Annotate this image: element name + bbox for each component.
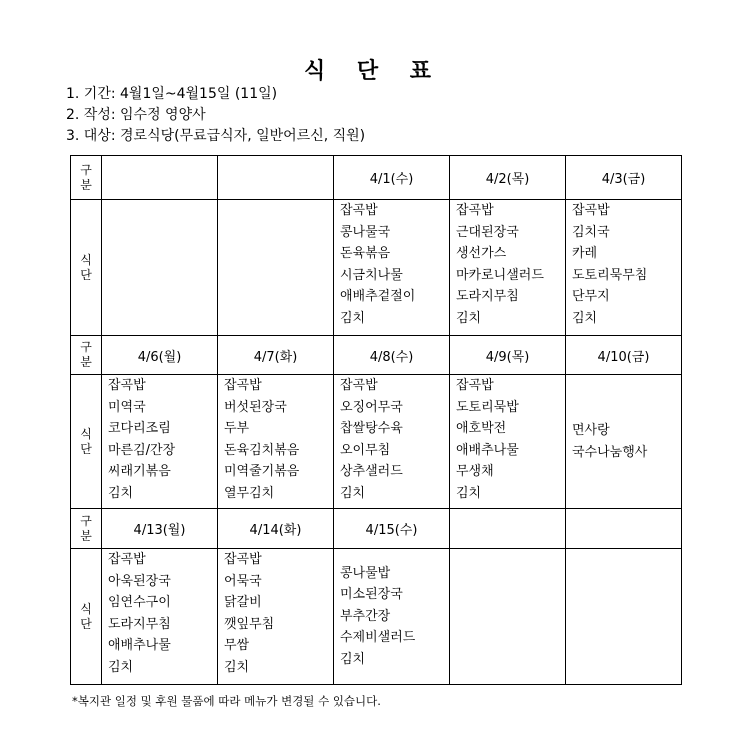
menu-item: 오징어무국 (340, 399, 403, 415)
menu-item: 열무김치 (224, 485, 275, 501)
menu-item: 수제비샐러드 (340, 630, 416, 646)
division-label-text: 구분 (80, 162, 92, 192)
menu-item: 버섯된장국 (224, 399, 287, 415)
menu-item: 시금치나물 (340, 267, 403, 283)
meal-cell (566, 375, 682, 509)
meal-cell (102, 549, 218, 685)
menu-item: 잡곡밥 (108, 378, 146, 393)
meal-cell (334, 375, 450, 509)
menu-item: 도토리묵무침 (572, 267, 648, 283)
menu-item: 오이무침 (340, 442, 391, 458)
menu-item: 김치 (108, 659, 134, 675)
menu-item: 김치국 (572, 224, 610, 240)
menu-item: 도라지무침 (108, 616, 171, 632)
menu-item: 마른김/간장 (108, 442, 176, 458)
meal-cell (566, 200, 682, 336)
menu-item: 도라지무침 (456, 289, 519, 304)
meal-label-text: 식단 (80, 601, 92, 631)
meal-cell (334, 200, 450, 336)
meal-label-text: 식단 (80, 252, 92, 282)
date-cell: 4/6(월) (102, 336, 218, 375)
menu-item: 김치 (456, 485, 482, 501)
menu-table (70, 155, 682, 685)
menu-item: 김치 (572, 310, 598, 326)
menu-item: 미역줄기볶음 (224, 464, 300, 479)
menu-item: 생선가스 (456, 246, 507, 261)
meal-cell (566, 549, 682, 685)
menu-item: 카레 (572, 246, 598, 261)
date-cell (102, 156, 218, 200)
menu-item: 임연수구이 (108, 595, 171, 610)
meal-cell (218, 549, 334, 685)
info-block (66, 84, 365, 147)
date-cell: 4/1(수) (334, 156, 450, 200)
date-cell: 4/8(수) (334, 336, 450, 375)
menu-item: 근대된장국 (456, 224, 519, 240)
menu-item: 김치 (340, 651, 366, 667)
date-cell: 4/9(목) (450, 336, 566, 375)
date-cell: 4/13(월) (102, 509, 218, 549)
meal-row (71, 549, 682, 685)
date-cell (218, 156, 334, 200)
meal-cell (334, 549, 450, 685)
menu-item: 애배추겉절이 (340, 289, 416, 304)
menu-item: 잡곡밥 (456, 203, 494, 218)
menu-item: 잡곡밥 (340, 378, 378, 393)
date-row (71, 156, 682, 200)
menu-item: 김치 (108, 485, 134, 501)
division-label (71, 156, 102, 200)
menu-item: 상추샐러드 (340, 464, 403, 479)
menu-item: 잡곡밥 (224, 552, 262, 567)
menu-item: 무쌈 (224, 638, 250, 653)
meal-label-text: 식단 (80, 426, 92, 456)
menu-item: 부추간장 (340, 608, 391, 624)
meal-cell (450, 200, 566, 336)
meal-cell (218, 200, 334, 336)
menu-item: 김치 (340, 485, 366, 501)
division-label-text: 구분 (80, 340, 92, 369)
menu-item: 단무지 (572, 289, 610, 304)
meal-cell (450, 375, 566, 509)
meal-label (71, 200, 102, 336)
date-cell: 4/7(화) (218, 336, 334, 375)
date-cell: 4/10(금) (566, 336, 682, 375)
page-title: 식 단 표 (303, 59, 444, 84)
date-cell: 4/14(화) (218, 509, 334, 549)
meal-row (71, 200, 682, 336)
menu-item: 미역국 (108, 399, 146, 415)
menu-item: 잡곡밥 (340, 203, 378, 218)
meal-cell (102, 200, 218, 336)
menu-item: 잡곡밥 (456, 378, 494, 393)
menu-item: 국수나눔행사 (572, 444, 648, 460)
menu-item: 김치 (340, 310, 366, 326)
date-cell (450, 509, 566, 549)
meal-row (71, 375, 682, 509)
menu-item: 무생채 (456, 464, 494, 479)
meal-cell (218, 375, 334, 509)
info-period: 1. 기간: 4월1일~4월15일 (11일) (66, 86, 278, 102)
menu-item: 콩나물국 (340, 224, 391, 240)
menu-item: 도토리묵밥 (456, 399, 519, 415)
menu-item: 두부 (224, 421, 250, 436)
date-cell: 4/3(금) (566, 156, 682, 200)
menu-item: 애배추나물 (456, 442, 519, 458)
division-label (71, 336, 102, 375)
info-author: 2. 작성: 임수정 영양사 (66, 107, 206, 123)
menu-item: 닭갈비 (224, 595, 262, 610)
menu-item: 미소된장국 (340, 587, 403, 603)
menu-item: 씨래기볶음 (108, 464, 171, 479)
footnote: *복지관 일정 및 후원 물품에 따라 메뉴가 변경될 수 있습니다. (72, 694, 381, 708)
meal-label (71, 549, 102, 685)
menu-item: 코다리조림 (108, 421, 171, 436)
menu-item: 면사랑 (572, 423, 610, 438)
menu-item: 찹쌀탕수육 (340, 421, 403, 436)
menu-item: 돈육김치볶음 (224, 442, 300, 458)
menu-item: 깻잎무침 (224, 616, 275, 632)
date-row (71, 509, 682, 549)
meal-cell (102, 375, 218, 509)
menu-item: 김치 (224, 659, 250, 675)
menu-item: 어묵국 (224, 573, 262, 589)
menu-item: 아욱된장국 (108, 573, 171, 589)
menu-item: 김치 (456, 310, 482, 326)
meal-cell (450, 549, 566, 685)
meal-label (71, 375, 102, 509)
date-cell: 4/2(목) (450, 156, 566, 200)
date-cell (566, 509, 682, 549)
menu-item: 마카로니샐러드 (456, 267, 544, 283)
menu-item: 잡곡밥 (224, 378, 262, 393)
menu-item: 애배추나물 (108, 638, 171, 653)
info-target: 3. 대상: 경로식당(무료급식자, 일반어르신, 직원) (66, 128, 366, 144)
menu-item: 잡곡밥 (572, 203, 610, 218)
menu-item: 콩나물밥 (340, 565, 391, 581)
date-cell: 4/15(수) (334, 509, 450, 549)
menu-item: 돈육볶음 (340, 246, 391, 261)
division-label-text: 구분 (80, 513, 92, 543)
division-label (71, 509, 102, 549)
date-row (71, 336, 682, 375)
menu-item: 애호박전 (456, 421, 507, 436)
menu-item: 잡곡밥 (108, 552, 146, 567)
